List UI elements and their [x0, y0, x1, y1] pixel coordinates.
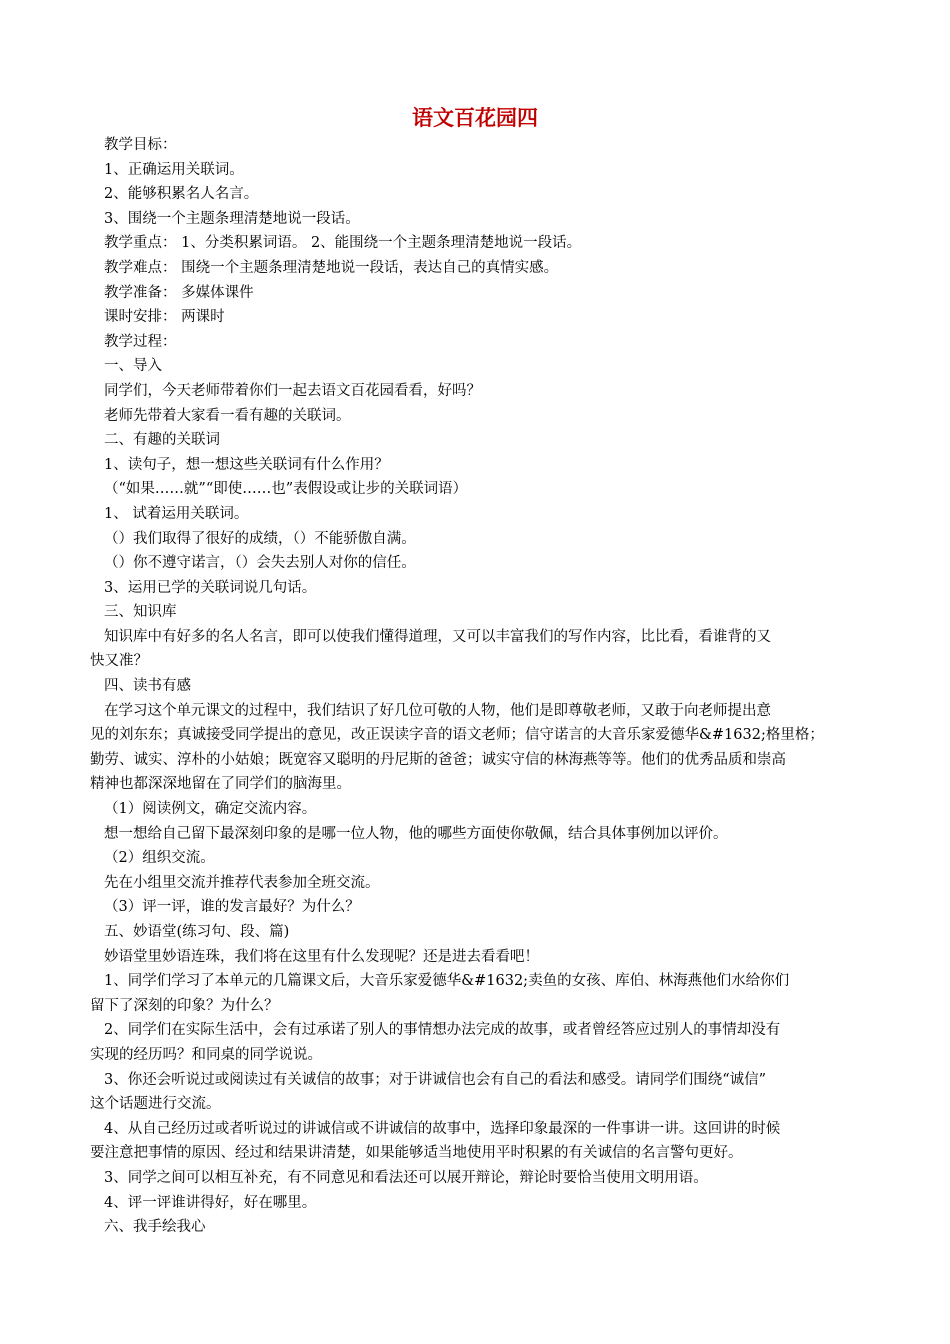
- text-line: 1、读句子，想一想这些关联词有什么作用？: [104, 456, 389, 473]
- text-line: （“如果……就”“即使……也”表假设或让步的关联词语）: [104, 481, 468, 498]
- text-line: 1、正确运用关联词。: [104, 161, 244, 178]
- text-line: 妙语堂里妙语连珠，我们将在这里有什么发现呢？还是进去看看吧！: [104, 948, 539, 965]
- paragraph-first-line: 在学习这个单元课文的过程中，我们结识了好几位可敬的人物，他们是即尊敬老师，又敢于向老师提出意: [104, 702, 771, 719]
- document-body: [90, 133, 884, 1240]
- text-line: 先在小组里交流并推荐代表参加全班交流。: [104, 874, 380, 891]
- text-line: （1）阅读例文，确定交流内容。: [104, 801, 317, 818]
- text-line: （）我们取得了很好的成绩，（）不能骄傲自满。: [104, 530, 416, 547]
- text-line: 二、有趣的关联词: [104, 432, 220, 449]
- paragraph-continuation-line: 勤劳、诚实、淳朴的小姑娘；既宽容又聪明的丹尼斯的爸爸；诚实守信的林海燕等等。他们的优秀品质和崇高: [90, 751, 786, 768]
- text-line: 2、能够积累名人名言。: [104, 186, 259, 203]
- paragraph: [90, 699, 884, 797]
- text-line: 教学重点： 1、分类积累词语。 2、能围绕一个主题条理清楚地说一段话。: [104, 235, 582, 252]
- paragraph-continuation-line: 实现的经历吗？和同桌的同学说说。: [90, 1046, 322, 1063]
- text-line: 五、妙语堂(练习句、段、篇): [104, 924, 290, 940]
- paragraph: [90, 1068, 884, 1117]
- text-line: 课时安排： 两课时: [104, 309, 225, 326]
- paragraph-first-line: 知识库中有好多的名人名言，即可以使我们懂得道理，又可以丰富我们的写作内容，比比看，看谁背的又: [104, 628, 771, 645]
- paragraph-continuation-line: 要注意把事情的原因、经过和结果讲清楚，如果能够适当地使用平时积累的有关诚信的名言警句更好。: [90, 1145, 743, 1162]
- paragraph-first-line: 4、从自己经历过或者听说过的讲诚信或不讲诚信的故事中，选择印象最深的一件事讲一讲。这回讲的时候: [104, 1120, 781, 1137]
- paragraph-continuation-line: 留下了深刻的印象？为什么？: [90, 997, 279, 1014]
- text-line: 3、围绕一个主题条理清楚地说一段话。: [104, 210, 360, 227]
- text-line: 教学准备： 多媒体课件: [104, 284, 254, 301]
- paragraph-first-line: 1、同学们学习了本单元的几篇课文后，大音乐家爱德华&#1632;卖鱼的女孩、库伯、林海燕他们水给你们: [104, 973, 790, 990]
- paragraph: [90, 1117, 884, 1166]
- paragraph: [90, 1018, 884, 1067]
- paragraph-first-line: 2、同学们在实际生活中，会有过承诺了别人的事情想办法完成的故事，或者曾经答应过别人的事情却没有: [104, 1022, 781, 1039]
- text-line: 教学难点： 围绕一个主题条理清楚地说一段话，表达自己的真情实感。: [104, 259, 559, 276]
- paragraph: [90, 625, 884, 674]
- text-line: 四、读书有感: [104, 678, 191, 695]
- text-line: 1、 试着运用关联词。: [104, 505, 249, 522]
- document-title: 语文百花园四: [412, 106, 538, 130]
- text-line: 老师先带着大家看一看有趣的关联词。: [104, 407, 351, 424]
- text-line: 同学们，今天老师带着你们一起去语文百花园看看，好吗？: [104, 382, 481, 399]
- paragraph-continuation-line: 见的刘东东；真诚接受同学提出的意见，改正误读字音的语文老师；信守诺言的大音乐家爱德华&#1632;格里格；: [90, 727, 824, 744]
- paragraph: [90, 969, 884, 1018]
- paragraph-first-line: 3、你还会听说过或阅读过有关诚信的故事；对于讲诚信也会有自己的看法和感受。请同学们围绕“诚信”: [104, 1071, 767, 1088]
- text-line: 三、知识库: [104, 604, 177, 621]
- text-line: 六、我手绘我心: [104, 1219, 206, 1236]
- text-line: 3、同学之间可以相互补充，有不同意见和看法还可以展开辩论，辩论时要恰当使用文明用语。: [104, 1169, 708, 1186]
- text-line: 想一想给自己留下最深刻印象的是哪一位人物，他的哪些方面使你敬佩，结合具体事例加以评价。: [104, 825, 728, 842]
- text-line: （2）组织交流。: [104, 850, 215, 867]
- paragraph-continuation-line: 精神也都深深地留在了同学们的脑海里。: [90, 776, 351, 793]
- paragraph-continuation-line: 这个话题进行交流。: [90, 1096, 221, 1113]
- text-line: 3、运用已学的关联词说几句话。: [104, 579, 317, 596]
- text-line: 教学目标：: [104, 137, 177, 153]
- text-line: （）你不遵守诺言，（）会失去别人对你的信任。: [104, 555, 416, 572]
- text-line: 教学过程：: [104, 333, 177, 350]
- text-line: 4、评一评谁讲得好，好在哪里。: [104, 1194, 317, 1211]
- text-line: （3）评一评，谁的发言最好？为什么？: [104, 899, 360, 916]
- text-line: 一、导入: [104, 358, 162, 375]
- paragraph-continuation-line: 快又准？: [90, 653, 148, 670]
